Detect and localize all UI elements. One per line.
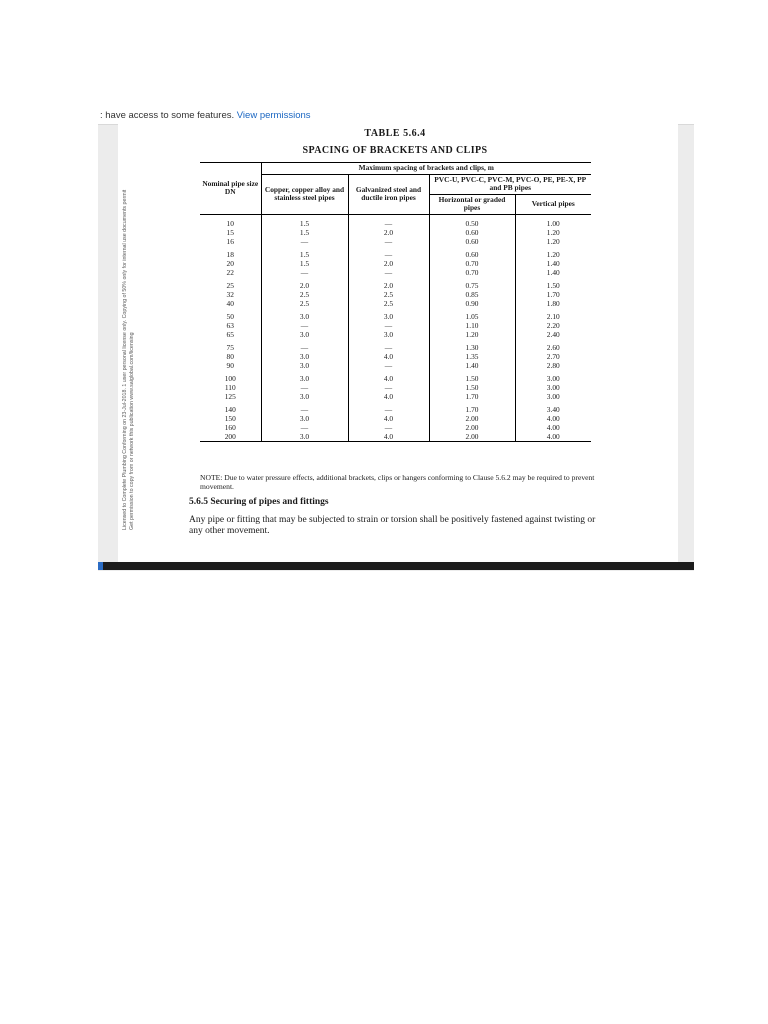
spacing-table xyxy=(200,162,591,442)
cell-nominal-size: 50 xyxy=(226,311,234,321)
cell-horizontal: 0.70 xyxy=(429,268,515,277)
cell-galvanized: 4.0 xyxy=(348,352,429,361)
table-row xyxy=(200,423,591,432)
cell-nominal-size: 90 xyxy=(226,360,234,370)
cell-horizontal: 0.60 xyxy=(429,228,515,237)
header-galvanized: Galvanized steel and ductile iron pipes xyxy=(348,174,429,214)
cell-galvanized: — xyxy=(348,321,429,330)
cell-vertical: 2.70 xyxy=(515,352,591,361)
cell-nominal-size: 22 xyxy=(226,267,234,277)
table-row xyxy=(200,330,591,339)
header-max-spacing: Maximum spacing of brackets and clips, m xyxy=(261,163,591,175)
banner-text: : have access to some features. xyxy=(100,110,235,121)
cell-galvanized: — xyxy=(348,401,429,414)
cell-nominal-size: 40 xyxy=(226,298,234,308)
table-note: NOTE: Due to water pressure effects, additional brackets, clips or hangers conforming to Clause 5.6.2 may be required to prevent movement. xyxy=(200,473,595,491)
cell-nominal-size: 20 xyxy=(226,258,234,268)
cell-nominal-size: 160 xyxy=(224,422,236,432)
cell-vertical: 1.00 xyxy=(515,214,591,228)
cell-vertical: 3.00 xyxy=(515,370,591,383)
license-watermark xyxy=(122,130,136,530)
cell-horizontal: 1.50 xyxy=(429,370,515,383)
cell-galvanized: 2.5 xyxy=(348,290,429,299)
cell-galvanized: 2.0 xyxy=(348,277,429,290)
cell-nominal-size: 110 xyxy=(224,382,236,392)
table-row xyxy=(200,237,591,246)
table-number: TABLE 5.6.4 xyxy=(364,128,426,139)
table-row xyxy=(200,259,591,268)
cell-nominal-size: 10 xyxy=(226,218,234,228)
cell-horizontal: 0.85 xyxy=(429,290,515,299)
cell-galvanized: — xyxy=(348,339,429,352)
header-copper: Copper, copper alloy and stainless steel pipes xyxy=(261,174,348,214)
cell-copper: 1.5 xyxy=(261,259,348,268)
cell-copper: 3.0 xyxy=(261,308,348,321)
table-row xyxy=(200,246,591,259)
table-row xyxy=(200,352,591,361)
cell-horizontal: 1.05 xyxy=(429,308,515,321)
table-row xyxy=(200,370,591,383)
cell-galvanized: — xyxy=(348,268,429,277)
cell-copper: — xyxy=(261,321,348,330)
table-body xyxy=(200,214,591,441)
cell-nominal-size: 18 xyxy=(226,249,234,259)
cell-vertical: 1.70 xyxy=(515,290,591,299)
cell-horizontal: 2.00 xyxy=(429,423,515,432)
watermark-line-1: Licensed to Complete Plumbing Conforming on 23-Jul-2018. 1 user personal license only. Copying of 50% only for internal use documents permit xyxy=(122,189,128,530)
header-horizontal: Horizontal or graded pipes xyxy=(429,194,515,214)
cell-copper: 3.0 xyxy=(261,370,348,383)
cell-galvanized: — xyxy=(348,237,429,246)
cell-galvanized: — xyxy=(348,246,429,259)
cell-horizontal: 1.35 xyxy=(429,352,515,361)
cell-galvanized: 2.5 xyxy=(348,299,429,308)
cell-copper: 1.5 xyxy=(261,214,348,228)
cell-vertical: 2.80 xyxy=(515,361,591,370)
cell-horizontal: 1.20 xyxy=(429,330,515,339)
cell-galvanized: 3.0 xyxy=(348,308,429,321)
cell-copper: 2.5 xyxy=(261,299,348,308)
cell-nominal-size: 125 xyxy=(224,391,236,401)
cell-copper: 1.5 xyxy=(261,246,348,259)
cell-galvanized: — xyxy=(348,361,429,370)
cell-nominal-size: 80 xyxy=(226,351,234,361)
cell-galvanized: — xyxy=(348,214,429,228)
cell-galvanized: 4.0 xyxy=(348,370,429,383)
table-row xyxy=(200,290,591,299)
scroll-indicator xyxy=(98,562,103,570)
cell-horizontal: 1.10 xyxy=(429,321,515,330)
cell-vertical: 1.20 xyxy=(515,237,591,246)
table-row xyxy=(200,268,591,277)
cell-horizontal: 0.50 xyxy=(429,214,515,228)
table-row xyxy=(200,214,591,228)
cell-nominal-size: 75 xyxy=(226,342,234,352)
table-row xyxy=(200,361,591,370)
cell-copper: 3.0 xyxy=(261,432,348,442)
cell-copper: — xyxy=(261,339,348,352)
cell-horizontal: 1.30 xyxy=(429,339,515,352)
cell-vertical: 1.20 xyxy=(515,246,591,259)
cell-galvanized: 4.0 xyxy=(348,414,429,423)
cell-copper: — xyxy=(261,423,348,432)
cell-nominal-size: 15 xyxy=(226,227,234,237)
cell-horizontal: 1.40 xyxy=(429,361,515,370)
cell-galvanized: — xyxy=(348,423,429,432)
table-row xyxy=(200,299,591,308)
cell-nominal-size: 16 xyxy=(226,236,234,246)
cell-nominal-size: 200 xyxy=(200,432,261,442)
header-nominal-size: Nominal pipe size DN xyxy=(200,163,261,215)
table-row xyxy=(200,277,591,290)
table-row xyxy=(200,228,591,237)
table-row xyxy=(200,392,591,401)
cell-galvanized: 2.0 xyxy=(348,259,429,268)
cell-nominal-size: 65 xyxy=(226,329,234,339)
cell-horizontal: 0.60 xyxy=(429,237,515,246)
cell-horizontal: 2.00 xyxy=(429,432,515,442)
cell-vertical: 2.40 xyxy=(515,330,591,339)
cell-vertical: 1.40 xyxy=(515,259,591,268)
cell-horizontal: 1.70 xyxy=(429,392,515,401)
cell-galvanized: 3.0 xyxy=(348,330,429,339)
table-row xyxy=(200,339,591,352)
cell-copper: 2.0 xyxy=(261,277,348,290)
cell-copper: — xyxy=(261,401,348,414)
section-body: Any pipe or fitting that may be subjected to strain or torsion shall be positively fastened against twisting or any other movement. xyxy=(189,515,596,536)
cell-vertical: 1.50 xyxy=(515,277,591,290)
cell-horizontal: 0.75 xyxy=(429,277,515,290)
cell-galvanized: 4.0 xyxy=(348,432,429,442)
section-heading: 5.6.5 Securing of pipes and fittings xyxy=(189,497,329,507)
watermark-line-2: Get permission to copy from or network this publication www.saiglobal.com/licensing xyxy=(129,332,135,530)
cell-copper: — xyxy=(261,268,348,277)
viewer-bottom-bar xyxy=(98,562,694,570)
cell-horizontal: 2.00 xyxy=(429,414,515,423)
cell-copper: — xyxy=(261,237,348,246)
cell-copper: 2.5 xyxy=(261,290,348,299)
cell-vertical: 2.60 xyxy=(515,339,591,352)
cell-copper: — xyxy=(261,383,348,392)
table-row xyxy=(200,321,591,330)
cell-horizontal: 0.90 xyxy=(429,299,515,308)
cell-vertical: 1.20 xyxy=(515,228,591,237)
cell-copper: 3.0 xyxy=(261,330,348,339)
cell-vertical: 2.20 xyxy=(515,321,591,330)
cell-nominal-size: 100 xyxy=(224,373,236,383)
cell-copper: 3.0 xyxy=(261,352,348,361)
cell-copper: 3.0 xyxy=(261,361,348,370)
table-row xyxy=(200,401,591,414)
cell-copper: 1.5 xyxy=(261,228,348,237)
cell-nominal-size: 25 xyxy=(226,280,234,290)
cell-vertical: 3.00 xyxy=(515,383,591,392)
cell-vertical: 4.00 xyxy=(515,414,591,423)
cell-horizontal: 0.70 xyxy=(429,259,515,268)
cell-nominal-size: 140 xyxy=(224,404,236,414)
cell-galvanized: 2.0 xyxy=(348,228,429,237)
cell-horizontal: 1.50 xyxy=(429,383,515,392)
cell-vertical: 2.10 xyxy=(515,308,591,321)
table-row xyxy=(200,432,591,442)
cell-copper: 3.0 xyxy=(261,392,348,401)
cell-vertical: 3.40 xyxy=(515,401,591,414)
view-permissions-link[interactable]: View permissions xyxy=(236,110,311,121)
header-vertical: Vertical pipes xyxy=(515,194,591,214)
cell-nominal-size: 32 xyxy=(226,289,234,299)
cell-horizontal: 1.70 xyxy=(429,401,515,414)
cell-vertical: 4.00 xyxy=(515,423,591,432)
table-title: SPACING OF BRACKETS AND CLIPS xyxy=(302,145,488,156)
cell-galvanized: — xyxy=(348,383,429,392)
cell-vertical: 4.00 xyxy=(515,432,591,442)
table-row xyxy=(200,308,591,321)
cell-copper: 3.0 xyxy=(261,414,348,423)
cell-vertical: 1.80 xyxy=(515,299,591,308)
header-pvc: PVC-U, PVC-C, PVC-M, PVC-O, PE, PE-X, PP and PB pipes xyxy=(429,174,591,194)
table-row xyxy=(200,383,591,392)
cell-horizontal: 0.60 xyxy=(429,246,515,259)
table-row xyxy=(200,414,591,423)
cell-nominal-size: 63 xyxy=(226,320,234,330)
cell-vertical: 3.00 xyxy=(515,392,591,401)
permissions-banner xyxy=(100,110,311,121)
cell-vertical: 1.40 xyxy=(515,268,591,277)
cell-galvanized: 4.0 xyxy=(348,392,429,401)
cell-nominal-size: 150 xyxy=(224,413,236,423)
